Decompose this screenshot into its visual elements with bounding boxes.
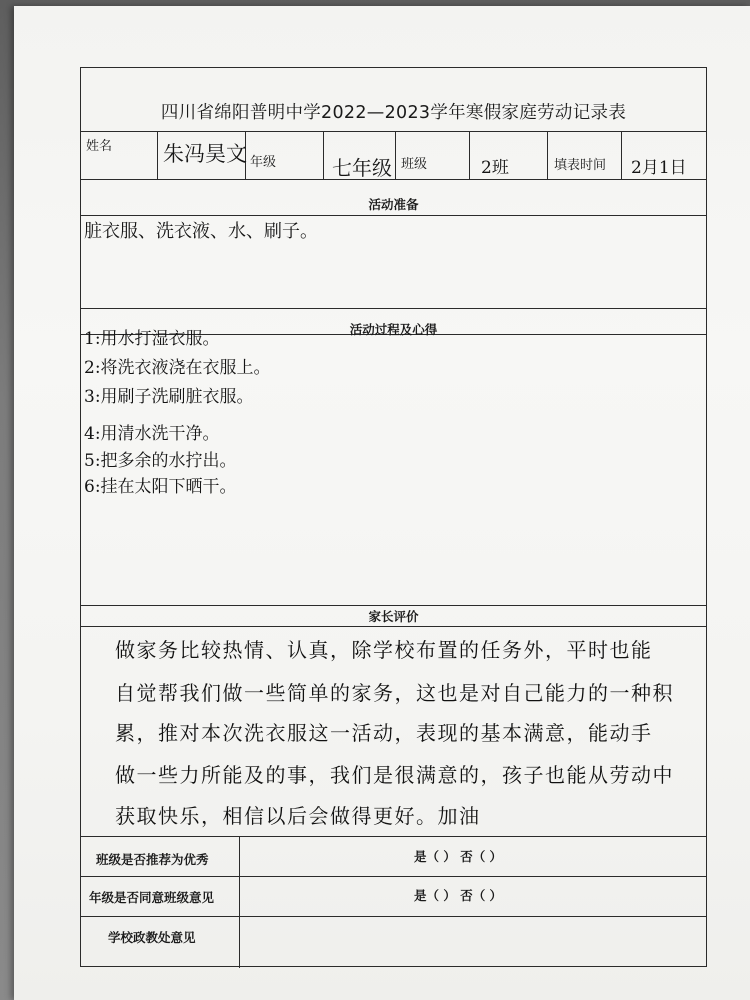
process-step: 3:用刷子洗刷脏衣服。 bbox=[84, 387, 254, 407]
review-line: 做家务比较热情、认真，除学校布置的任务外，平时也能 bbox=[115, 638, 653, 662]
grade-agree-choice: 是（ ） 否（ ） bbox=[414, 888, 503, 903]
process-heading: 活动过程及心得 bbox=[349, 322, 438, 337]
name-label: 姓名 bbox=[86, 139, 113, 154]
rule-after-review-heading bbox=[81, 626, 706, 627]
rule-after-prep-heading bbox=[81, 215, 706, 216]
info-divider-7 bbox=[621, 131, 622, 179]
info-divider-3 bbox=[323, 131, 324, 179]
rule-row-2 bbox=[81, 916, 706, 917]
rule-after-review bbox=[81, 836, 706, 837]
class-value: 2班 bbox=[481, 158, 509, 178]
date-value: 2月1日 bbox=[631, 158, 687, 178]
rule-after-prep bbox=[81, 308, 706, 309]
labor-record-form bbox=[80, 67, 707, 967]
grade-value: 七年级 bbox=[332, 156, 392, 180]
review-line: 获取快乐，相信以后会做得更好。加油 bbox=[115, 804, 481, 828]
class-label: 班级 bbox=[401, 157, 428, 172]
review-line: 做一些力所能及的事，我们是很满意的，孩子也能从劳动中 bbox=[115, 763, 674, 787]
grade-agree-label: 年级是否同意班级意见 bbox=[89, 890, 215, 905]
info-divider-4 bbox=[395, 131, 396, 179]
class-recommend-choice: 是（ ） 否（ ） bbox=[414, 849, 503, 864]
info-divider-6 bbox=[547, 131, 548, 179]
rule-after-info bbox=[81, 179, 706, 180]
school-office-label: 学校政教处意见 bbox=[108, 930, 196, 945]
paper-sheet bbox=[14, 6, 750, 1000]
preparation-content: 脏衣服、洗衣液、水、刷子。 bbox=[84, 221, 318, 242]
process-step: 1:用水打湿衣服。 bbox=[84, 329, 220, 349]
parent-review-heading: 家长评价 bbox=[368, 609, 419, 624]
process-step: 4:用清水洗干净。 bbox=[84, 424, 220, 444]
process-step: 2:将洗衣液浇在衣服上。 bbox=[84, 358, 271, 378]
process-step: 6:挂在太阳下晒干。 bbox=[84, 477, 237, 497]
form-title: 四川省绵阳普明中学2022—2023学年寒假家庭劳动记录表 bbox=[160, 103, 627, 123]
review-line: 自觉帮我们做一些简单的家务，这也是对自己能力的一种积 bbox=[115, 681, 674, 705]
preparation-heading: 活动准备 bbox=[368, 197, 419, 212]
info-divider-5 bbox=[469, 131, 470, 179]
process-step: 5:把多余的水拧出。 bbox=[84, 451, 237, 471]
review-line: 累，推对本次洗衣服这一活动，表现的基本满意，能动手 bbox=[115, 721, 653, 745]
rule-after-title bbox=[81, 131, 706, 132]
info-divider-1 bbox=[157, 131, 158, 179]
name-value: 朱冯昊文 bbox=[163, 142, 247, 166]
date-label: 填表时间 bbox=[554, 158, 607, 173]
rule-row-1 bbox=[81, 876, 706, 877]
grade-label: 年级 bbox=[250, 155, 277, 170]
rule-after-process bbox=[81, 605, 706, 606]
class-recommend-label: 班级是否推荐为优秀 bbox=[96, 852, 209, 867]
bottom-divider bbox=[239, 836, 240, 968]
